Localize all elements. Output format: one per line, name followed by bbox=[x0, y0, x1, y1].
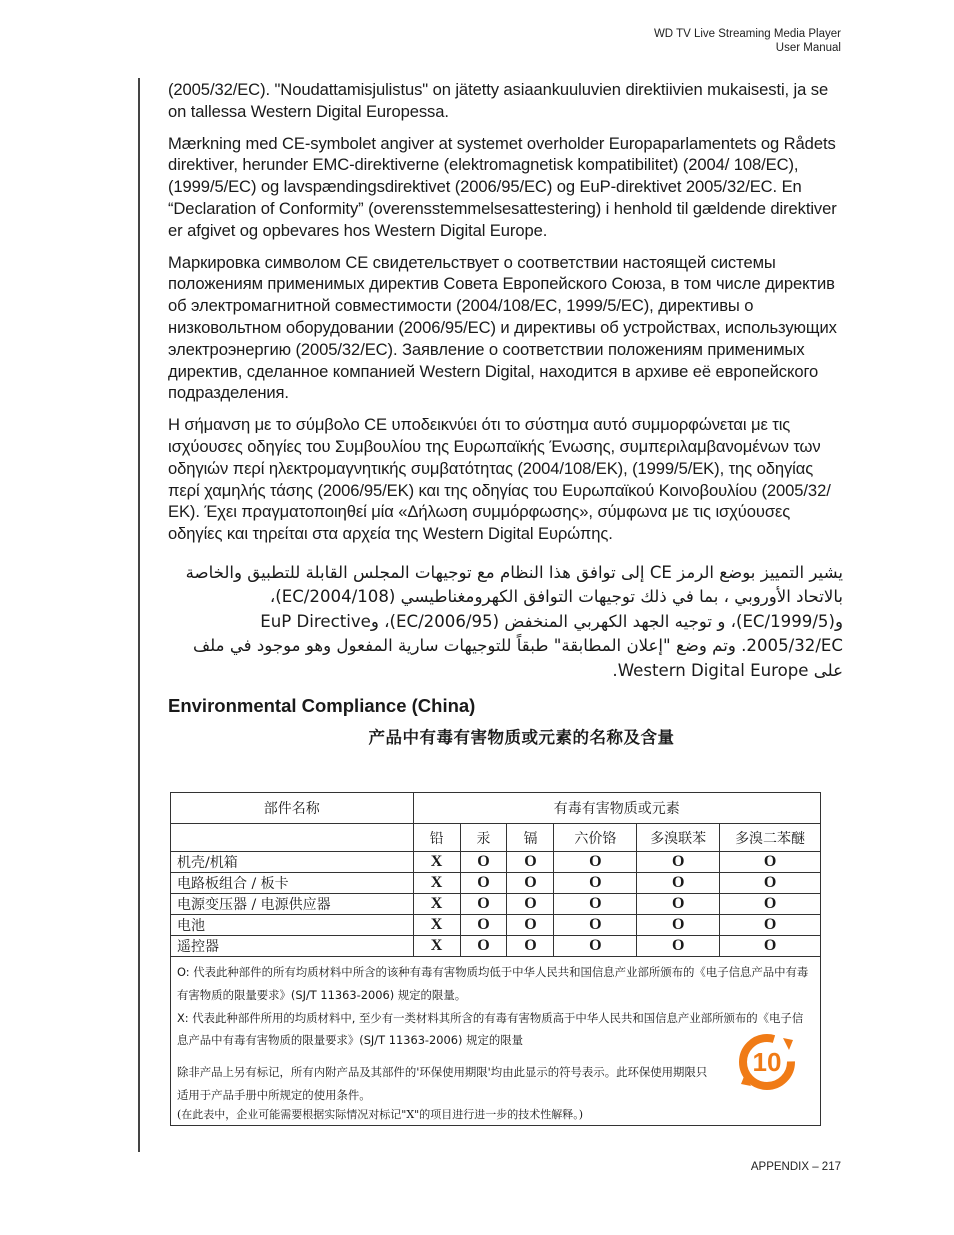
mark-cell: O bbox=[460, 873, 507, 894]
section-title: Environmental Compliance (China) bbox=[168, 694, 476, 716]
rohs-table bbox=[170, 792, 821, 1126]
substance-header: 多溴二苯醚 bbox=[720, 824, 821, 852]
blank-header-cell bbox=[171, 824, 414, 852]
mark-cell: X bbox=[413, 915, 460, 936]
page-header bbox=[654, 27, 841, 55]
substance-header: 铅 bbox=[413, 824, 460, 852]
mark-cell: O bbox=[720, 852, 821, 873]
arabic-paragraph: يشير التمييز بوضع الرمز CE إلى توافق هذا النظام مع توجيهات المجلس القابلة للتطبيق والخاصة بالاتحاد الأوروبي ، بما في ذلك توجيهات التوافق الكهرومغناطيسي (2004/108/EC)، و(1999/5/EC)، و توجيه الجهد الكهربي المنخفض (2006/95/EC)، وEuP Directive 2005/32/EC. وتم وضع "إعلان المطابقة" طبقاً للتوجيهات سارية المفعول وهو موجود في ملف على Western Digital Europe. bbox=[185, 562, 843, 680]
notes-cell bbox=[171, 957, 821, 1126]
mark-cell: O bbox=[637, 873, 720, 894]
mark-cell: O bbox=[507, 936, 554, 957]
russian-paragraph: Маркировка символом CE свидетельствует о соответствии настоящей системы положениям применимых директив Совета Европейского Союза, в том числе директив об электромагнитной совместимости (2004/108/EC, 1999/5/EC), директивы о низковольтном оборудовании (2006/95/EC) и директивы об устройствах, использующих электроэнергию (2005/32/EC). Заявление о соответствии положениям применимых директив, сделанное компанией Western Digital, находится в архиве её европейского подразделения. bbox=[168, 252, 837, 403]
mark-cell: O bbox=[637, 915, 720, 936]
mark-cell: O bbox=[554, 873, 637, 894]
substance-header: 镉 bbox=[507, 824, 554, 852]
page-footer: APPENDIX – 217 bbox=[750, 1161, 841, 1173]
danish-paragraph: Mærkning med CE-symbolet angiver at systemet overholder Europaparlamentets og Rådets direktiver, herunder EMC-direktiverne (elektromagnetisk kompatibilitet) (2004/ 108/EC), (1999/5/EC) og lavspændingsdirektivet (2006/95/EC) og EuP-direktivet 2005/32/EC. En “Declaration of Conformity” (overensstemmelsesattestering) i henhold til gældende direktiver er afgivet og opbevares hos Western Digital Europe. bbox=[168, 133, 837, 240]
part-name: 电路板组合 / 板卡 bbox=[171, 873, 414, 894]
substance-header: 多溴联苯 bbox=[637, 824, 720, 852]
mark-cell: X bbox=[413, 936, 460, 957]
table-row bbox=[171, 936, 821, 957]
mark-cell: O bbox=[507, 873, 554, 894]
mark-cell: O bbox=[720, 915, 821, 936]
table-row bbox=[171, 915, 821, 936]
rohs-table-title: 产品中有毒有害物质或元素的名称及含量 bbox=[368, 727, 675, 747]
col-group-header: 有毒有害物质或元素 bbox=[413, 793, 820, 824]
logo-number: 10 bbox=[752, 1047, 782, 1077]
mark-cell: O bbox=[637, 894, 720, 915]
mark-cell: O bbox=[720, 894, 821, 915]
finnish-paragraph: (2005/32/EC). "Noudattamisjulistus" on jätetty asiaankuuluvien direktiivien mukaisesti, ja se on tallessa Western Digital Europessa. bbox=[168, 80, 829, 121]
mark-cell: O bbox=[460, 894, 507, 915]
note-remark: (在此表中，企业可能需要根据实际情况对标记"X"的项目进行进一步的技术性解释。) bbox=[177, 1108, 584, 1121]
environmental-use-period-icon bbox=[733, 1028, 801, 1096]
mark-cell: O bbox=[637, 936, 720, 957]
mark-cell: O bbox=[554, 915, 637, 936]
mark-cell: O bbox=[637, 852, 720, 873]
mark-cell: O bbox=[554, 936, 637, 957]
mark-cell: O bbox=[507, 915, 554, 936]
part-name: 机壳/机箱 bbox=[171, 852, 414, 873]
manual-title: WD TV Live Streaming Media Player bbox=[653, 28, 841, 40]
part-name: 电池 bbox=[171, 915, 414, 936]
mark-cell: O bbox=[460, 852, 507, 873]
greek-paragraph: Η σήμανση με το σύμβολο CE υποδεικνύει ότι το σύστημα αυτό συμμορφώνεται με τις ισχύουσες οδηγίες του Συμβουλίου της Ευρωπαϊκής Ένωσης, συμπεριλαμβανομένων των οδηγιών περί ηλεκτρομαγνητικής συμβατότητας (2004/108/ΕΚ), (1999/5/ΕΚ), της οδηγίας περί χαμηλής τάσης (2006/95/ΕΚ) και της οδηγίας του Ευρωπαϊκού Κοινοβουλίου (2005/32/ΕΚ). Έχει πραγματοποιηθεί μία «Δήλωση συμμόρφωσης», σύμφωνα με τις ισχύουσες οδηγίες και τηρείται στα αρχεία της Western Digital Ευρώπης. bbox=[168, 415, 831, 544]
margin-rule bbox=[138, 78, 140, 1152]
mark-cell: O bbox=[460, 936, 507, 957]
mark-cell: O bbox=[720, 936, 821, 957]
table-row bbox=[171, 894, 821, 915]
part-name: 遥控器 bbox=[171, 936, 414, 957]
table-header-row bbox=[171, 793, 821, 824]
notes-row bbox=[171, 957, 821, 1126]
mark-cell: O bbox=[554, 894, 637, 915]
mark-cell: X bbox=[413, 852, 460, 873]
table-row bbox=[171, 852, 821, 873]
mark-cell: O bbox=[507, 852, 554, 873]
note-period: 除非产品上另有标记，所有内附产品及其部件的'环保使用期限'均由此显示的符号表示。此环保使用期限只适用于产品手册中所规定的使用条件。 bbox=[177, 1065, 708, 1102]
page-content bbox=[168, 79, 843, 756]
mark-cell: O bbox=[720, 873, 821, 894]
mark-cell: X bbox=[413, 894, 460, 915]
mark-cell: X bbox=[413, 873, 460, 894]
substance-header: 六价铬 bbox=[554, 824, 637, 852]
part-name: 电源变压器 / 电源供应器 bbox=[171, 894, 414, 915]
mark-cell: O bbox=[507, 894, 554, 915]
substance-header: 汞 bbox=[460, 824, 507, 852]
mark-cell: O bbox=[554, 852, 637, 873]
manual-subtitle: User Manual bbox=[775, 42, 841, 54]
table-row bbox=[171, 873, 821, 894]
note-o: O: 代表此种部件的所有均质材料中所含的该种有毒有害物质均低于中华人民共和国信息产业部所颁布的《电子信息产品中有毒有害物质的限量要求》(SJ/T 11363-2006) 规定的限量。 bbox=[177, 965, 809, 1002]
substance-header-row bbox=[171, 824, 821, 852]
note-x: X: 代表此种部件所用的均质材料中, 至少有一类材料其所含的有毒有害物质高于中华人民共和国信息产业部所颁布的《电子信息产品中有毒有害物质的限量要求》(SJ/T 11363-2006) 规定的限量 bbox=[177, 1011, 804, 1047]
mark-cell: O bbox=[460, 915, 507, 936]
col-part-header: 部件名称 bbox=[171, 793, 414, 824]
